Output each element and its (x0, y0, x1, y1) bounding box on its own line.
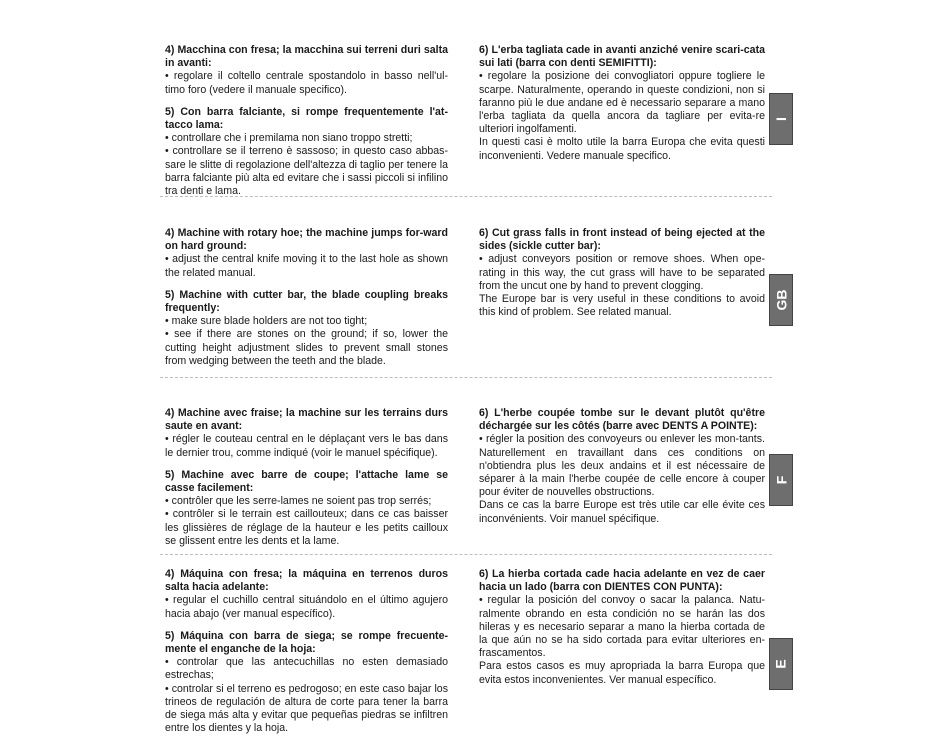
left-column (165, 227, 448, 377)
item-line: In questi casi è molto utile la barra Europa che evita questi inconvenienti. Vedere manuale specifico. (479, 136, 765, 162)
item-line: • adjust the central knife moving it to the last hole as shown the related manual. (165, 253, 448, 279)
item-line: • contrôler si le terrain est caillouteux; dans ce cas baisser les glissières de réglage de la hauteur e les petits cailloux se glissent entre les dents et la lame. (165, 508, 448, 547)
item-heading: 6) La hierba cortada cade hacia adelante en vez de caer hacia un lado (barra con DIENTES CON PUNTA): (479, 568, 765, 594)
item-heading: 5) Machine avec barre de coupe; l'attache lame se casse facilement: (165, 468, 448, 495)
right-column (479, 568, 765, 696)
item-heading: 6) L'erba tagliata cade in avanti anziché venire scari-cata sui lati (barra con denti SEMIFITTI): (479, 44, 765, 70)
right-column (479, 44, 765, 172)
item-line: • adjust conveyors position or remove shoes. When ope-rating in this way, the cut grass will have to be separated from the uncut one by hand to prevent clogging. (479, 253, 765, 292)
item-heading: 5) Con barra falciante, si rompe frequentemente l'at-tacco lama: (165, 105, 448, 132)
item-heading: 4) Machine avec fraise; la machine sur les terrains durs saute en avant: (165, 407, 448, 433)
item-4 (165, 44, 448, 97)
item-line: • controlar que las antecuchillas no esten demasiado estrechas; (165, 656, 448, 682)
item-line: • regular el cuchillo central situándolo en el último agujero hacia abajo (ver manual específico). (165, 594, 448, 620)
item-line: • regolare il coltello centrale spostandolo in basso nell'ul-timo foro (vedere il manuale specifico). (165, 70, 448, 96)
item-line: The Europe bar is very useful in these conditions to avoid this kind of problem. See related manual. (479, 293, 765, 319)
item-6 (479, 407, 765, 526)
item-4 (165, 227, 448, 280)
item-5 (165, 469, 448, 548)
item-5 (165, 106, 448, 198)
item-line: • controllare se il terreno è sassoso; in questo caso abbas-sare le slitte di regolazione dell'altezza di taglio per tenere la barra falciante più alta ed evitare che i sassi piccoli si infilino tra denti e lama. (165, 145, 448, 198)
item-5 (165, 630, 448, 736)
language-tab-spanish: E (769, 638, 793, 690)
item-line: • régler la position des convoyeurs ou enlever les mon-tants. Naturellement en travaillant dans ces conditions on n'obtiendra plus les deux andains et il est nécessaire de séparer à la main l'herbe coupée de celle encore à couper pour éviter de nouvelles obstructions. (479, 433, 765, 499)
item-line: Para estos casos es muy apropriada la barra Europa que evita estos inconvenientes. Ver manual específico. (479, 660, 765, 686)
item-line: • regolare la posizione dei convogliatori oppure togliere le scarpe. Naturalmente, operando in queste condizioni, non si faranno più le due andane ed è necessario separare a mano l'erba tagliata da quella ancora da tagliare per evita-re ulteriori ingolfamenti. (479, 70, 765, 136)
item-line: • controllare che i premilama non siano troppo stretti; (165, 132, 413, 145)
section-divider (160, 554, 772, 555)
section-divider (160, 196, 772, 197)
item-heading: 4) Máquina con fresa; la máquina en terrenos duros salta hacia adelante: (165, 568, 448, 594)
item-line: Dans ce cas la barre Europe est très utile car elle évite ces inconvénients. Voir manuel spécifique. (479, 499, 765, 525)
item-line: • see if there are stones on the ground; if so, lower the cutting height adjustment slides to prevent small stones from wedging between the teeth and the blade. (165, 328, 448, 367)
item-line: • régler le couteau central en le déplaçant vers le bas dans le dernier trou, comme indiqué (voir le manuel spécifique). (165, 433, 448, 459)
item-heading: 4) Macchina con fresa; la macchina sui terreni duri salta in avanti: (165, 44, 448, 70)
item-line: • contrôler que les serre-lames ne soient pas trop serrés; (165, 495, 432, 508)
item-line: • make sure blade holders are not too tight; (165, 315, 368, 328)
right-column (479, 407, 765, 535)
item-heading: 5) Máquina con barra de siega; se rompe frecuente-mente el enganche de la hoja: (165, 629, 448, 656)
left-column (165, 407, 448, 557)
item-heading: 4) Machine with rotary hoe; the machine jumps for-ward on hard ground: (165, 227, 448, 253)
item-6 (479, 227, 765, 319)
language-tab-french: F (769, 454, 793, 506)
item-5 (165, 289, 448, 368)
right-column (479, 227, 765, 328)
item-heading: 6) Cut grass falls in front instead of being ejected at the sides (sickle cutter bar): (479, 227, 765, 253)
item-6 (479, 568, 765, 687)
item-line: • controlar si el terreno es pedrogoso; en este caso bajar los trineos de regulación de altura de corte para tener la barra de siega más alta y evitar que pequeñas piedras se infiltren entre los dientes y la hoja. (165, 682, 448, 735)
item-line: • regular la posición del convoy o sacar la palanca. Natu-ralmente obrando en esta condición no se harán las dos hileras y es necesario separar a mano la hierba cortada de la que aún no se ha sido cortada para evitar ulteriores en-frascamentos. (479, 594, 765, 660)
left-column (165, 568, 448, 744)
language-tab-english: GB (769, 274, 793, 326)
item-6 (479, 44, 765, 163)
left-column (165, 44, 448, 207)
item-heading: 5) Machine with cutter bar, the blade coupling breaks frequently: (165, 288, 448, 315)
item-4 (165, 407, 448, 460)
item-4 (165, 568, 448, 621)
item-heading: 6) L'herbe coupée tombe sur le devant plutôt qu'être déchargée sur les côtés (barre avec DENTS A POINTE): (479, 407, 765, 433)
section-divider (160, 377, 772, 378)
language-tab-italian: I (769, 93, 793, 145)
